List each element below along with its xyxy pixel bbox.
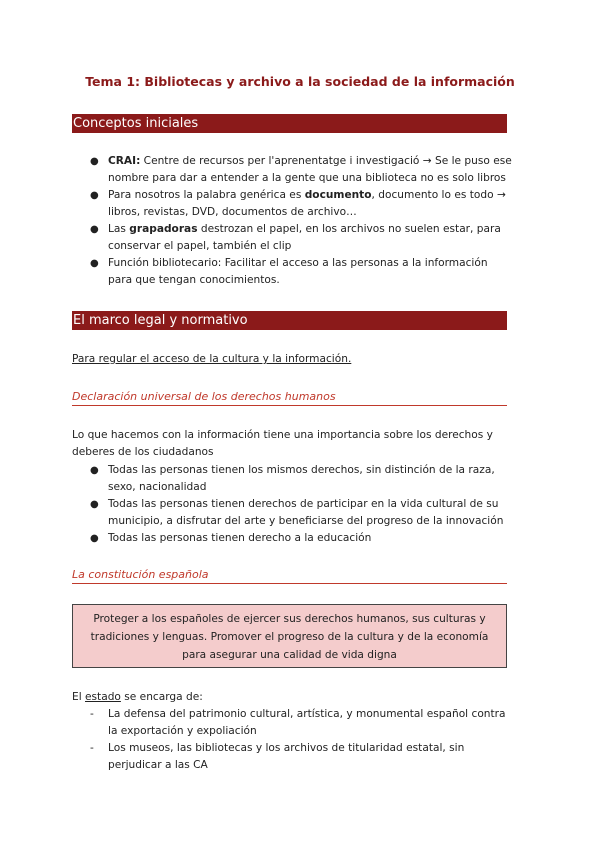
bullet-icon: ● bbox=[90, 465, 99, 476]
item-pre: Las bbox=[108, 223, 130, 235]
bullet-icon: ● bbox=[90, 190, 99, 201]
section-heading-marco-legal: El marco legal y normativo bbox=[72, 311, 507, 330]
bullet-icon: ● bbox=[90, 499, 99, 510]
section-intro: Para regular el acceso de la cultura y la información. bbox=[72, 353, 352, 365]
derechos-list bbox=[72, 462, 512, 547]
list-item bbox=[72, 187, 512, 221]
document-title: Tema 1: Bibliotecas y archivo a la sociedad de la información bbox=[85, 74, 515, 89]
quote-box: Proteger a los españoles de ejercer sus derechos humanos, sus culturas y tradiciones y lenguas. Promover el progreso de la cultura y de la economía para asegurar una calidad de vida digna bbox=[72, 604, 507, 668]
bullet-icon: ● bbox=[90, 258, 99, 269]
list-item bbox=[72, 221, 512, 255]
item-text: , documento lo es todo → libros, revistas, DVD, documentos de archivo… bbox=[108, 189, 506, 218]
list-item bbox=[72, 706, 512, 740]
bullet-icon: ● bbox=[90, 533, 99, 544]
bullet-icon: ● bbox=[90, 156, 99, 167]
section-heading-conceptos: Conceptos iniciales bbox=[72, 114, 507, 133]
item-text: Todas las personas tienen derechos de participar en la vida cultural de su municipio, a disfrutar del arte y beneficiarse del progreso de la innovación bbox=[108, 498, 504, 527]
list-item bbox=[72, 462, 512, 496]
estado-post: se encarga de: bbox=[120, 691, 203, 703]
bullet-icon: ● bbox=[90, 224, 99, 235]
dash-marker: - bbox=[90, 708, 94, 720]
item-text: La defensa del patrimonio cultural, artística, y monumental español contra la exportación y expoliación bbox=[108, 708, 506, 737]
list-item bbox=[72, 740, 512, 774]
item-text: Función bibliotecario: Facilitar el acceso a las personas a la información para que tengan conocimientos. bbox=[108, 257, 488, 286]
item-pre: Para nosotros la palabra genérica es bbox=[108, 189, 305, 201]
subheading-constitucion: La constitución española bbox=[72, 567, 507, 584]
estado-list bbox=[72, 706, 512, 774]
paragraph-derechos: Lo que hacemos con la información tiene una importancia sobre los derechos y deberes de los ciudadanos bbox=[72, 429, 493, 458]
item-text: Todas las personas tienen los mismos derechos, sin distinción de la raza, sexo, nacionalidad bbox=[108, 464, 495, 493]
dash-marker: - bbox=[90, 742, 94, 754]
term-bold: grapadoras bbox=[129, 223, 198, 235]
list-item bbox=[72, 496, 512, 530]
term-bold: documento bbox=[304, 189, 372, 201]
item-text: Centre de recursos per l'aprenentatge i investigació → Se le puso ese nombre para dar a entender a la gente que una biblioteca no es solo libros bbox=[108, 155, 512, 184]
list-item bbox=[72, 255, 512, 289]
estado-word: estado bbox=[85, 691, 121, 703]
estado-pre: El bbox=[72, 691, 86, 703]
list-item bbox=[72, 153, 512, 187]
conceptos-list bbox=[72, 153, 512, 289]
item-text: destrozan el papel, en los archivos no suelen estar, para conservar el papel, también el clip bbox=[108, 223, 501, 252]
estado-paragraph bbox=[72, 689, 512, 706]
subheading-derechos-humanos: Declaración universal de los derechos humanos bbox=[72, 389, 507, 406]
list-item bbox=[72, 530, 512, 547]
item-text: Todas las personas tienen derecho a la educación bbox=[108, 532, 372, 544]
item-text: Los museos, las bibliotecas y los archivos de titularidad estatal, sin perjudicar a las CA bbox=[108, 742, 465, 771]
term-bold: CRAI: bbox=[108, 155, 141, 167]
